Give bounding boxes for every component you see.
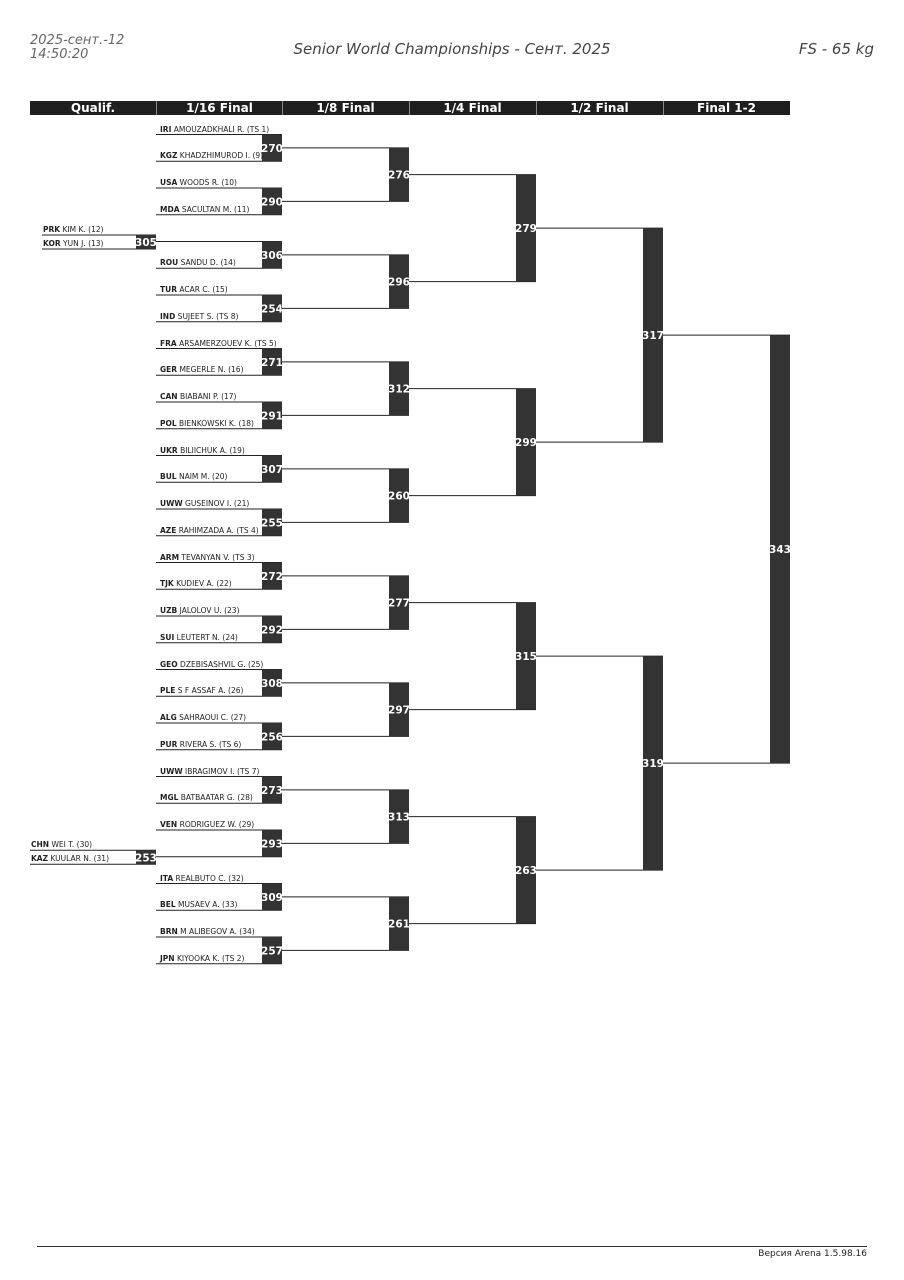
wrestler-entry: [160, 686, 243, 695]
wrestler-entry: [160, 339, 277, 348]
wrestler-entry: [160, 633, 238, 642]
bout-number: 271: [261, 356, 283, 369]
wrestler-entry: [160, 927, 255, 936]
wrestler-entry: [160, 820, 254, 829]
bout-number: 260: [388, 490, 410, 503]
wrestler-name: M ALIBEGOV A. (34): [177, 927, 255, 936]
country-code: POL: [160, 418, 177, 428]
bout-number: 279: [515, 223, 537, 236]
bout-number: 273: [261, 784, 283, 797]
country-code: UKR: [160, 445, 178, 455]
country-code: JPN: [160, 953, 175, 963]
wrestler-entry: [160, 419, 254, 428]
wrestler-name: BATBAATAR G. (28): [178, 793, 253, 803]
wrestler-name: RIVERA S. (TS 6): [177, 739, 242, 749]
country-code: KOR: [43, 239, 61, 248]
country-code: CHN: [31, 840, 50, 850]
wrestler-name: TEVANYAN V. (TS 3): [179, 552, 255, 562]
bout-number: 292: [261, 624, 283, 637]
wrestler-name: JALOLOV U. (23): [177, 606, 240, 615]
footer-version: Версия Arena 1.5.98.16: [758, 1249, 867, 1259]
qualif-wrestler: [31, 840, 92, 849]
bout-number: 297: [388, 704, 410, 717]
wrestler-name: KUDIEV A. (22): [173, 579, 232, 589]
wrestler-entry: [160, 151, 263, 160]
bout-number: 317: [642, 330, 664, 343]
wrestler-entry: [160, 258, 236, 267]
wrestler-entry: [160, 767, 259, 776]
round-header-1-4: 1/4 Final: [409, 101, 535, 115]
wrestler-name: RODRIGUEZ W. (29): [177, 820, 255, 829]
bout-number: 299: [515, 437, 537, 450]
wrestler-name: ACAR C. (15): [176, 285, 228, 294]
wrestler-name: NAIM M. (20): [176, 472, 228, 482]
bout-number: 343: [769, 544, 791, 557]
country-code: GER: [160, 365, 178, 375]
wrestler-name: WOODS R. (10): [177, 178, 237, 187]
country-code: UZB: [160, 606, 178, 615]
bout-number: 270: [261, 142, 283, 155]
qualif-bout-number: 305: [135, 237, 157, 249]
wrestler-name: BILIICHUK A. (19): [177, 445, 245, 455]
wrestler-name: MUSAEV A. (33): [175, 900, 238, 910]
bout-number: 291: [261, 410, 283, 423]
wrestler-entry: [160, 553, 255, 562]
bout-number: 257: [261, 945, 283, 958]
bout-number: 254: [261, 303, 283, 316]
country-code: CAN: [160, 392, 178, 401]
wrestler-name: KIYOOKA K. (TS 2): [174, 953, 245, 963]
bout-number: 277: [388, 597, 410, 610]
bout-number: 315: [515, 651, 537, 664]
wrestler-entry: [160, 499, 249, 508]
country-code: USA: [160, 178, 178, 187]
country-code: TUR: [160, 285, 177, 294]
event-title: Senior World Championships - Сент. 2025: [293, 40, 611, 58]
wrestler-entry: [160, 125, 269, 134]
wrestler-entry: [160, 526, 259, 535]
country-code: MDA: [160, 204, 180, 214]
bout-number: 312: [388, 383, 410, 396]
wrestler-name: IBRAGIMOV I. (TS 7): [182, 766, 260, 776]
country-code: BRN: [160, 927, 178, 936]
wrestler-entry: [160, 365, 244, 374]
qualif-wrestler: [43, 225, 104, 234]
country-code: ROU: [160, 258, 179, 268]
wrestler-name: AMOUZADKHALI R. (TS 1): [171, 124, 270, 134]
wrestler-name: BIABANI P. (17): [177, 392, 237, 401]
country-code: KGZ: [160, 151, 178, 161]
country-code: KAZ: [31, 854, 49, 864]
wrestler-name: REALBUTO C. (32): [173, 873, 244, 883]
wrestler-name: SANDU D. (14): [178, 258, 236, 268]
bout-number: 290: [261, 196, 283, 209]
wrestler-entry: [160, 900, 237, 909]
wrestler-entry: [160, 606, 240, 615]
wrestler-entry: [160, 713, 246, 722]
round-header-1-16: 1/16 Final: [156, 101, 282, 115]
country-code: TJK: [160, 579, 174, 589]
country-code: PLE: [160, 686, 176, 696]
bout-number: 307: [261, 463, 283, 476]
wrestler-entry: [160, 874, 244, 883]
wrestler-entry: [160, 205, 249, 214]
bout-number: 256: [261, 731, 283, 744]
bout-number: 309: [261, 891, 283, 904]
qualif-bout-number: 253: [135, 852, 157, 865]
bout-number: 255: [261, 517, 283, 530]
wrestler-entry: [160, 312, 238, 321]
country-code: MGL: [160, 793, 179, 803]
country-code: AZE: [160, 525, 177, 535]
country-code: PUR: [160, 739, 178, 749]
wrestler-name: WEI T. (30): [49, 840, 93, 850]
wrestler-entry: [160, 740, 241, 749]
country-code: BUL: [160, 472, 177, 482]
wrestler-name: S F ASSAF A. (26): [175, 686, 244, 696]
wrestler-name: KHADZHIMUROD I. (9): [177, 151, 264, 161]
bout-number: 272: [261, 570, 283, 583]
bout-number: 296: [388, 276, 410, 289]
wrestler-entry: [160, 285, 228, 294]
country-code: IND: [160, 311, 176, 321]
bout-number: 276: [388, 169, 410, 182]
wrestler-name: KUULAR N. (31): [48, 854, 109, 864]
wrestler-name: MEGERLE N. (16): [177, 365, 244, 375]
round-header-1-2: 1/2 Final: [536, 101, 662, 115]
country-code: UWW: [160, 499, 183, 508]
country-code: VEN: [160, 820, 178, 829]
country-code: ARM: [160, 552, 180, 562]
round-header-qualif: Qualif.: [70, 101, 116, 115]
wrestler-name: SAHRAOUI C. (27): [176, 713, 247, 722]
wrestler-entry: [160, 472, 227, 481]
wrestler-entry: [160, 793, 253, 802]
country-code: GEO: [160, 659, 178, 669]
weight-class: FS - 65 kg: [798, 40, 874, 58]
bout-number: 319: [642, 758, 664, 771]
country-code: BEL: [160, 900, 176, 910]
bout-number: 308: [261, 677, 283, 690]
qualif-wrestler: [43, 239, 103, 248]
wrestler-name: DZEBISASHVIL G. (25): [177, 659, 264, 669]
bout-number: 293: [261, 838, 283, 851]
round-header-1-8: 1/8 Final: [282, 101, 408, 115]
bout-number: 313: [388, 811, 410, 824]
print-date-day: 2025-сент.-12: [30, 33, 125, 48]
wrestler-name: BIENKOWSKI K. (18): [176, 418, 254, 428]
wrestler-name: ARSAMERZOUEV K. (TS 5): [176, 338, 277, 348]
wrestler-entry: [160, 954, 244, 963]
country-code: IRI: [160, 124, 172, 134]
wrestler-entry: [160, 446, 245, 455]
bout-number: 261: [388, 918, 410, 931]
bout-number: 263: [515, 865, 537, 878]
wrestler-entry: [160, 579, 232, 588]
qualif-wrestler: [31, 854, 109, 863]
country-code: UWW: [160, 766, 183, 776]
wrestler-name: RAHIMZADA A. (TS 4): [176, 525, 259, 535]
country-code: PRK: [43, 225, 61, 234]
wrestler-name: LEUTERT N. (24): [174, 632, 238, 642]
country-code: ITA: [160, 873, 174, 883]
footer-divider: [37, 1246, 867, 1247]
wrestler-name: GUSEINOV I. (21): [182, 499, 250, 508]
wrestler-entry: [160, 178, 237, 187]
wrestler-name: SACULTAN M. (11): [179, 204, 250, 214]
wrestler-entry: [160, 660, 263, 669]
wrestler-name: KIM K. (12): [60, 225, 104, 234]
country-code: ALG: [160, 713, 177, 722]
bout-number: 306: [261, 249, 283, 262]
wrestler-entry: [160, 392, 236, 401]
round-header-final: Final 1-2: [663, 101, 789, 115]
country-code: SUI: [160, 632, 175, 642]
print-time: 14:50:20: [30, 47, 89, 62]
country-code: FRA: [160, 338, 177, 348]
wrestler-name: YUN J. (13): [60, 239, 104, 248]
wrestler-name: SUJEET S. (TS 8): [175, 311, 239, 321]
